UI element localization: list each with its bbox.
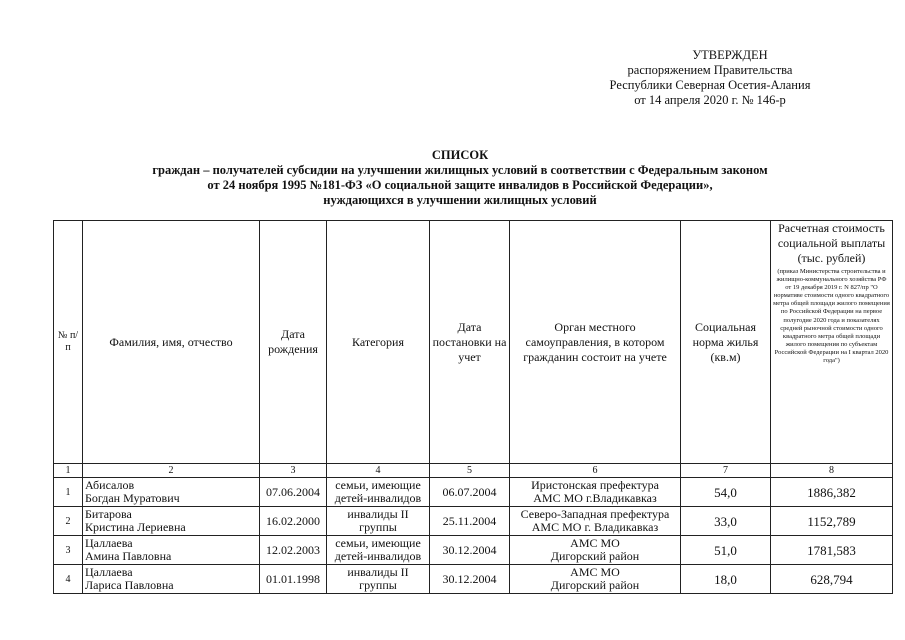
row-category	[327, 478, 430, 507]
row-authority-line: Северо-Западная префектура	[520, 507, 670, 521]
header-cost-note: (приказ Министерства строительства и жилищно-коммунального хозяйства РФ от 19 декабря 2019 г. N 827/пр "О нормативе стоимости одного квадратного метра общей площади жилого помещения по Российской Федерации на первое полугодие 2020 года и показателях средней рыночной стоимости одного квадратного метра общей площади жилого помещения по субъектам Российской Федерации на I квартал 2020 года")	[773, 268, 890, 365]
row-authority	[510, 536, 681, 565]
row-cost: 1152,789	[771, 507, 893, 536]
approval-line: Республики Северная Осетия-Алания	[609, 78, 811, 92]
row-registered: 30.12.2004	[430, 536, 510, 565]
row-registered: 25.11.2004	[430, 507, 510, 536]
row-surname: Цаллаева	[85, 565, 133, 579]
row-category-line: инвалиды II	[347, 507, 409, 521]
row-name	[83, 478, 260, 507]
row-name	[83, 565, 260, 594]
row-surname: Битарова	[85, 507, 132, 521]
approval-block	[560, 48, 860, 108]
row-authority-line: АМС МО г. Владикавказ	[531, 520, 659, 534]
row-authority-line: Дигорский район	[550, 578, 640, 592]
column-number: 5	[430, 464, 510, 478]
row-birth: 16.02.2000	[260, 507, 327, 536]
title-heading: СПИСОК	[431, 148, 489, 162]
recipients-table	[53, 220, 893, 594]
column-number: 7	[681, 464, 771, 478]
row-authority	[510, 507, 681, 536]
column-number: 6	[510, 464, 681, 478]
row-num: 3	[54, 536, 83, 565]
approval-heading: УТВЕРЖДЕН	[692, 48, 768, 62]
row-authority-line: Дигорский район	[550, 549, 640, 563]
row-num: 4	[54, 565, 83, 594]
row-category-line: инвалиды II	[347, 565, 409, 579]
row-given-name: Богдан Муратович	[85, 491, 180, 505]
row-cost: 1781,583	[771, 536, 893, 565]
column-number: 3	[260, 464, 327, 478]
row-category-line: группы	[359, 578, 397, 592]
header-norm: Социальная норма жилья (кв.м)	[681, 221, 771, 464]
row-num: 1	[54, 478, 83, 507]
approval-line: от 14 апреля 2020 г. № 146-р	[634, 93, 786, 107]
row-registered: 06.07.2004	[430, 478, 510, 507]
row-given-name: Кристина Лериевна	[85, 520, 186, 534]
row-norm: 54,0	[681, 478, 771, 507]
row-birth: 12.02.2003	[260, 536, 327, 565]
title-line: нуждающихся в улучшении жилищных условий	[323, 193, 597, 207]
row-authority	[510, 478, 681, 507]
table-header-row	[54, 221, 893, 464]
row-authority	[510, 565, 681, 594]
row-surname: Абисалов	[85, 478, 135, 492]
row-birth: 01.01.1998	[260, 565, 327, 594]
table-row	[54, 565, 893, 594]
row-category	[327, 507, 430, 536]
row-category-line: детей-инвалидов	[334, 549, 422, 563]
row-category-line: семьи, имеющие	[335, 536, 421, 550]
row-category-line: семьи, имеющие	[335, 478, 421, 492]
column-number: 8	[771, 464, 893, 478]
row-authority-line: АМС МО г.Владикавказ	[533, 491, 657, 505]
row-cost: 628,794	[771, 565, 893, 594]
column-number: 1	[54, 464, 83, 478]
title-line: граждан – получателей субсидии на улучшении жилищных условий в соответствии с Федеральным законом	[152, 163, 768, 177]
header-registered: Дата постановки на учет	[430, 221, 510, 464]
header-num: № п/п	[54, 221, 83, 464]
row-norm: 18,0	[681, 565, 771, 594]
title-line: от 24 ноября 1995 №181-ФЗ «О социальной защите инвалидов в Российской Федерации»,	[207, 178, 713, 192]
header-name: Фамилия, имя, отчество	[83, 221, 260, 464]
header-category: Категория	[327, 221, 430, 464]
column-number: 2	[83, 464, 260, 478]
header-authority: Орган местного самоуправления, в котором гражданин состоит на учете	[510, 221, 681, 464]
column-number: 4	[327, 464, 430, 478]
table-row	[54, 507, 893, 536]
row-given-name: Лариса Павловна	[85, 578, 174, 592]
row-category	[327, 565, 430, 594]
header-birth: Дата рождения	[260, 221, 327, 464]
document-title	[90, 148, 830, 208]
row-name	[83, 507, 260, 536]
row-category-line: детей-инвалидов	[334, 491, 422, 505]
table-row	[54, 536, 893, 565]
approval-line: распоряжением Правительства	[627, 63, 793, 77]
row-cost: 1886,382	[771, 478, 893, 507]
row-authority-line: АМС МО	[570, 565, 620, 579]
row-authority-line: АМС МО	[570, 536, 620, 550]
row-category-line: группы	[359, 520, 397, 534]
row-norm: 51,0	[681, 536, 771, 565]
row-norm: 33,0	[681, 507, 771, 536]
row-num: 2	[54, 507, 83, 536]
table-row	[54, 478, 893, 507]
header-cost	[771, 221, 893, 464]
header-cost-title: Расчетная стоимость социальной выплаты (тыс. рублей)	[777, 221, 886, 265]
column-number-row	[54, 464, 893, 478]
row-birth: 07.06.2004	[260, 478, 327, 507]
row-surname: Цаллаева	[85, 536, 133, 550]
row-registered: 30.12.2004	[430, 565, 510, 594]
row-given-name: Амина Павловна	[85, 549, 172, 563]
row-authority-line: Иристонская префектура	[531, 478, 659, 492]
row-category	[327, 536, 430, 565]
row-name	[83, 536, 260, 565]
